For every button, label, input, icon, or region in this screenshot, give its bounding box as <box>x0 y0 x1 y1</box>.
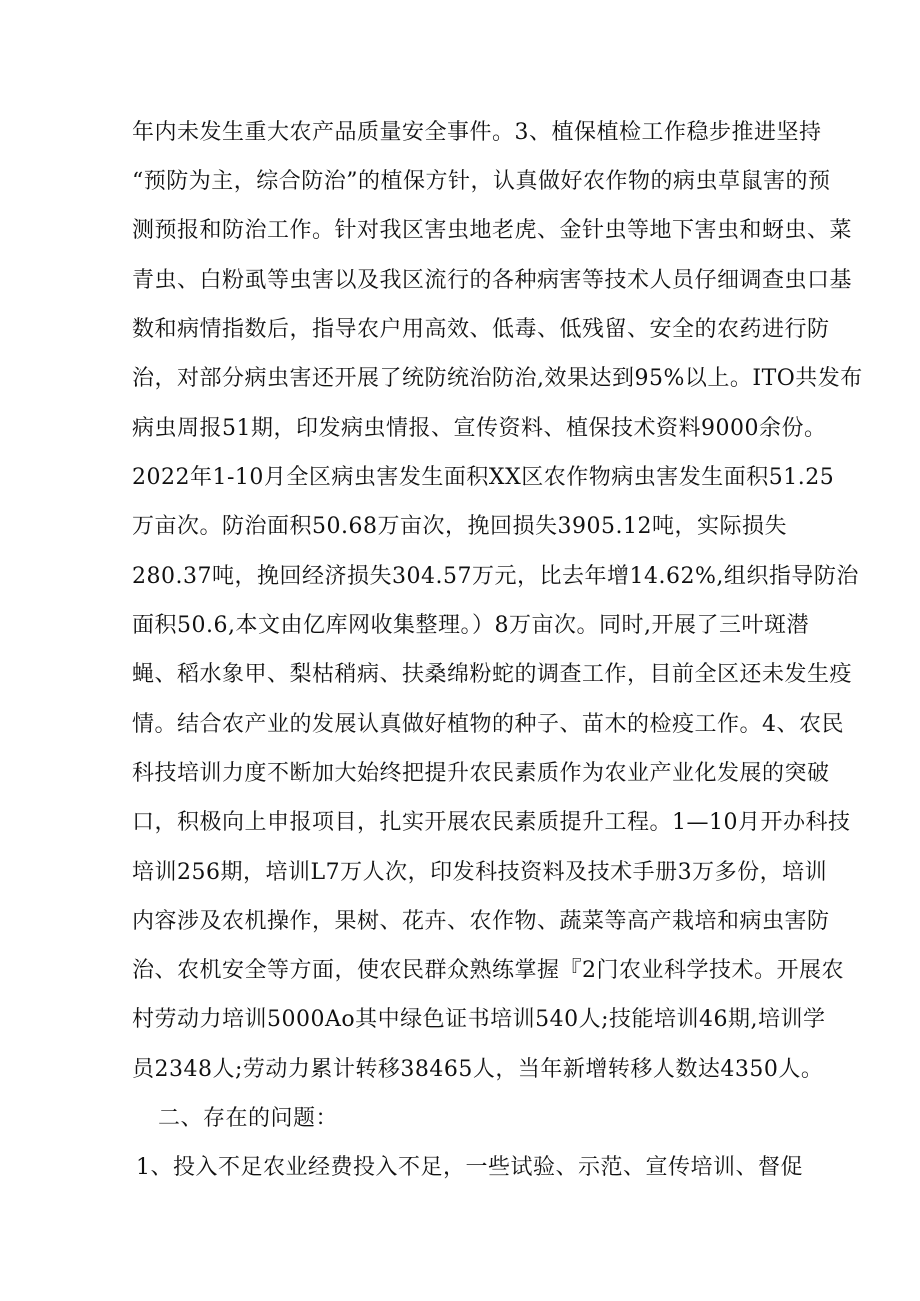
body-line: 口，积极向上申报项目，扎实开展农民素质提升工程。1—10月开办科技 <box>132 810 851 835</box>
body-line: 村劳动力培训5000Ao其中绿色证书培训540人;技能培训46期,培训学 <box>132 1007 826 1032</box>
body-line: 培训256期，培训L7万人次，印发科技资料及技术手册3万多份，培训 <box>132 860 828 885</box>
body-line: 万亩次。防治面积50.68万亩次，挽回损失3905.12吨，实际损失 <box>132 514 787 539</box>
body-line: 蝇、稻水象甲、梨枯稍病、扶桑绵粉蛇的调查工作，目前全区还未发生疫 <box>132 662 853 687</box>
body-line: 面积50.6,本文由亿库网收集整理。）8万亩次。同时,开展了三叶斑潜 <box>132 613 809 638</box>
body-line: 年内未发生重大农产品质量安全事件。3、植保植检工作稳步推进坚持 <box>132 120 822 145</box>
body-line: 2022年1-10月全区病虫害发生面积XX区农作物病虫害发生面积51.25 <box>132 465 835 490</box>
body-line: 青虫、白粉虱等虫害以及我区流行的各种病害等技术人员仔细调查虫口基 <box>132 268 853 293</box>
body-line: 病虫周报51期，印发病虫情报、宣传资料、植保技术资料9000余份。 <box>132 416 827 441</box>
body-line: 测预报和防治工作。针对我区害虫地老虎、金针虫等地下害虫和蚜虫、菜 <box>132 218 853 243</box>
body-line: 治，对部分病虫害还开展了统防统治防治,效果达到95%以上。ITO共发布 <box>132 366 863 391</box>
body-line: 治、农机安全等方面，使农民群众熟练掌握『2门农业科学技术。开展农 <box>132 958 844 983</box>
list-item: 1、投入不足农业经费投入不足，一些试验、示范、宣传培训、督促 <box>136 1155 803 1180</box>
body-line: 内容涉及农机操作，果树、花卉、农作物、蔬菜等高产栽培和病虫害防 <box>132 909 830 934</box>
section-heading: 二、存在的问题： <box>158 1106 339 1131</box>
body-line: 员2348人;劳动力累计转移38465人，当年新增转移人数达4350人。 <box>132 1057 824 1082</box>
body-line: 科技培训力度不断加大始终把提升农民素质作为农业产业化发展的突破 <box>132 761 830 786</box>
body-line: 情。结合农产业的发展认真做好植物的种子、苗木的检疫工作。4、农民 <box>132 712 844 737</box>
body-line: “预防为主，综合防治”的植保方针，认真做好农作物的病虫草鼠害的预 <box>132 169 831 194</box>
body-line: 280.37吨，挽回经济损失304.57万元，比去年增14.62%,组织指导防治 <box>132 564 859 589</box>
body-line: 数和病情指数后，指导农户用高效、低毒、低残留、安全的农药进行防 <box>132 317 830 342</box>
